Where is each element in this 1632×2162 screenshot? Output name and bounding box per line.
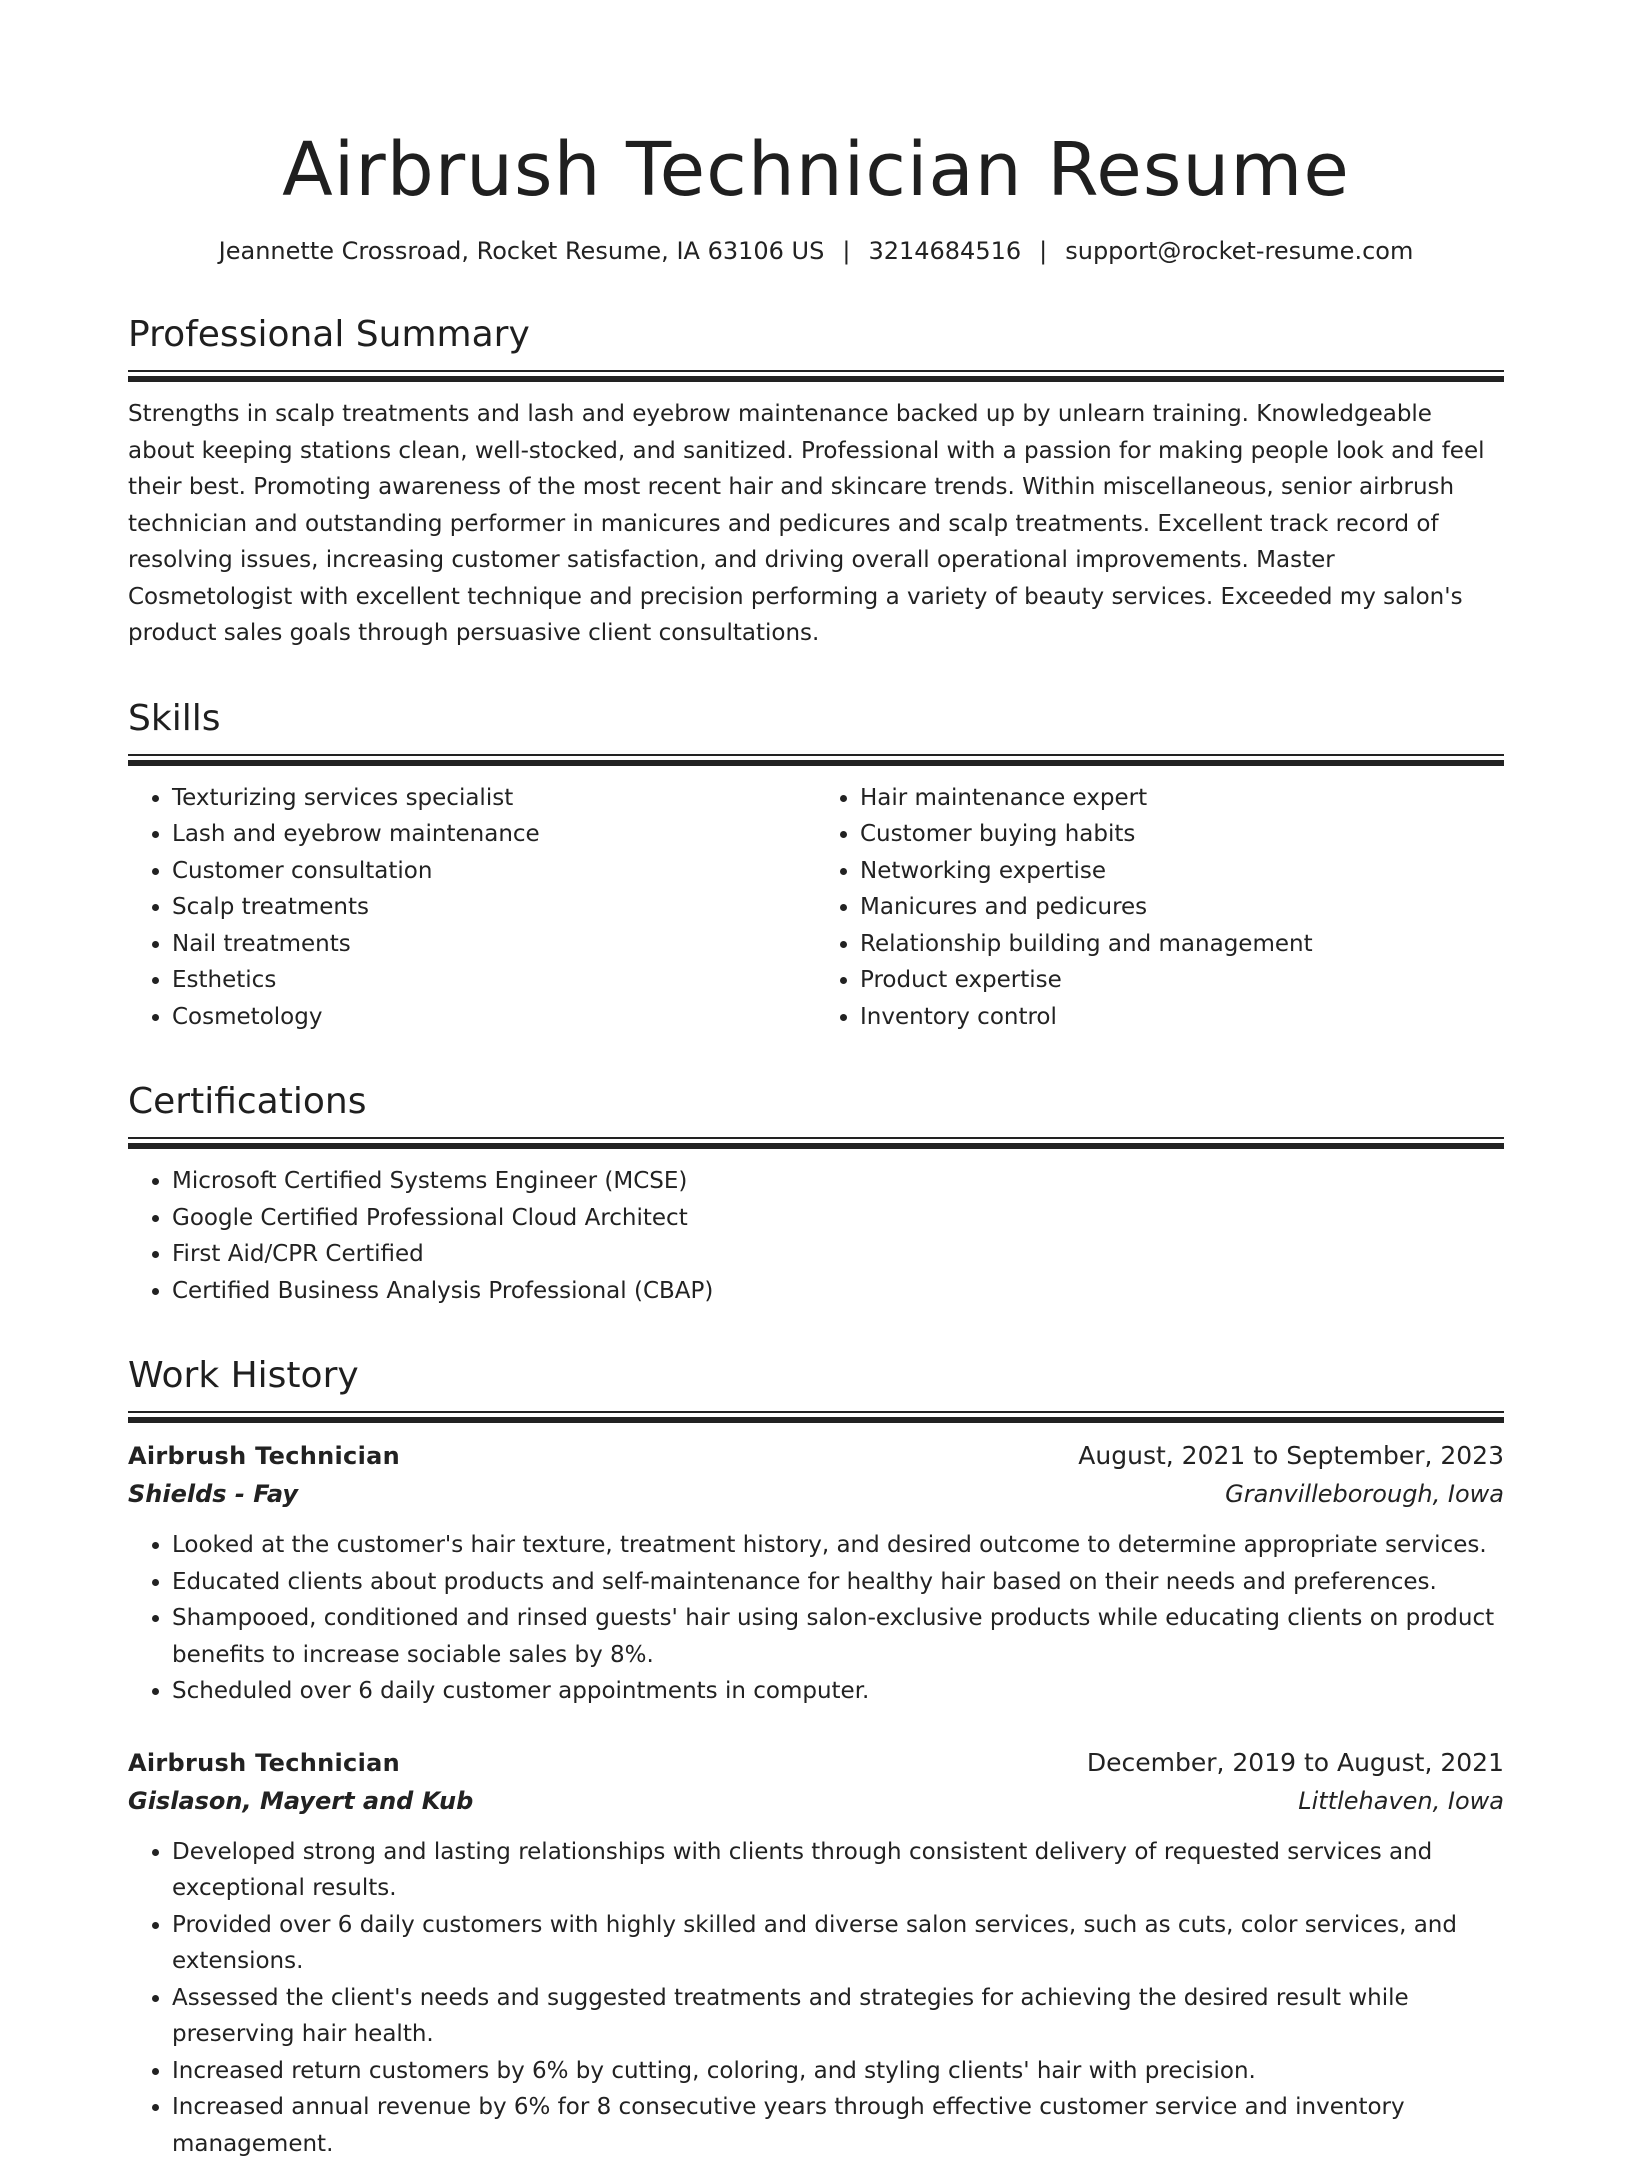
contact-line [128, 234, 1504, 268]
skill-item: • Customer buying habits [860, 816, 1504, 853]
job-duty-item: • Scheduled over 6 daily customer appointments in computer. [172, 1673, 1504, 1710]
resume-page [128, 0, 1504, 2162]
skill-item: • Inventory control [860, 999, 1504, 1036]
certification-item: • Google Certified Professional Cloud Architect [172, 1200, 1504, 1237]
skills-section [128, 696, 1504, 1036]
summary-paragraph: Strengths in scalp treatments and lash and eyebrow maintenance backed up by unlearn training. Knowledgeable about keeping stations clean, well-stocked, and sanitized. Professional with a passion for making people look and feel their best. Promoting awareness of the most recent hair and skincare trends. Within miscellaneous, senior airbrush technician and outstanding performer in manicures and pedicures and scalp treatments. Excellent track record of resolving issues, increasing customer satisfaction, and driving overall operational improvements. Master Cosmetologist with excellent technique and precision performing a variety of beauty services. Exceeded my salon's product sales goals through persuasive client consultations. [128, 396, 1504, 652]
section-heading: Skills [128, 696, 1504, 742]
work-history-section [128, 1353, 1504, 2162]
job-title: Airbrush Technician [128, 1437, 400, 1475]
job-duties-list [128, 1834, 1504, 2162]
section-divider [128, 1411, 1504, 1423]
job-location: Littlehaven, Iowa [1298, 1782, 1504, 1820]
section-heading: Certifications [128, 1079, 1504, 1125]
job-company: Gislason, Mayert and Kub [128, 1782, 473, 1820]
contact-address: Jeannette Crossroad, Rocket Resume, IA 63106 US [219, 237, 825, 265]
skill-item: • Esthetics [172, 962, 816, 999]
skills-list-right [816, 780, 1504, 1036]
skill-item: • Manicures and pedicures [860, 889, 1504, 926]
job-location: Granvilleborough, Iowa [1225, 1475, 1504, 1513]
job-duty-item: • Developed strong and lasting relationships with clients through consistent delivery of requested services and exceptional results. [172, 1834, 1504, 1907]
certification-item: • First Aid/CPR Certified [172, 1236, 1504, 1273]
skill-item: • Networking expertise [860, 853, 1504, 890]
certification-item: • Certified Business Analysis Professional (CBAP) [172, 1273, 1504, 1310]
section-heading: Work History [128, 1353, 1504, 1399]
skill-item: • Cosmetology [172, 999, 816, 1036]
job-duties-list [128, 1527, 1504, 1710]
job-duty-item: • Increased annual revenue by 6% for 8 consecutive years through effective customer service and inventory management. [172, 2089, 1504, 2162]
skills-columns [128, 780, 1504, 1036]
professional-summary-section [128, 312, 1504, 652]
job-duty-item: • Assessed the client's needs and suggested treatments and strategies for achieving the desired result while preserving hair health. [172, 1980, 1504, 2053]
skill-item: • Relationship building and management [860, 926, 1504, 963]
contact-email: support@rocket-resume.com [1065, 237, 1413, 265]
skill-item: • Texturizing services specialist [172, 780, 816, 817]
job-duty-item: • Educated clients about products and self-maintenance for healthy hair based on their needs and preferences. [172, 1564, 1504, 1601]
job-company: Shields - Fay [128, 1475, 298, 1513]
contact-phone: 3214684516 [868, 237, 1021, 265]
job-duty-item: • Looked at the customer's hair texture, treatment history, and desired outcome to determine appropriate services. [172, 1527, 1504, 1564]
section-divider [128, 754, 1504, 766]
certifications-section [128, 1079, 1504, 1309]
contact-separator: | [824, 234, 868, 268]
skill-item: • Scalp treatments [172, 889, 816, 926]
job-dates: December, 2019 to August, 2021 [1087, 1744, 1504, 1782]
job-entry [128, 1744, 1504, 2162]
job-entry [128, 1437, 1504, 1710]
certifications-list [128, 1163, 1504, 1309]
certification-item: • Microsoft Certified Systems Engineer (MCSE) [172, 1163, 1504, 1200]
skill-item: • Nail treatments [172, 926, 816, 963]
section-divider [128, 1137, 1504, 1149]
resume-title: Airbrush Technician Resume [128, 0, 1504, 216]
skill-item: • Lash and eyebrow maintenance [172, 816, 816, 853]
section-heading: Professional Summary [128, 312, 1504, 358]
job-duty-item: • Provided over 6 daily customers with highly skilled and diverse salon services, such as cuts, color services, and extensions. [172, 1907, 1504, 1980]
skills-list-left [128, 780, 816, 1036]
skill-item: • Product expertise [860, 962, 1504, 999]
skill-item: • Hair maintenance expert [860, 780, 1504, 817]
job-duty-item: • Increased return customers by 6% by cutting, coloring, and styling clients' hair with precision. [172, 2053, 1504, 2090]
job-duty-item: • Shampooed, conditioned and rinsed guests' hair using salon-exclusive products while educating clients on product benefits to increase sociable sales by 8%. [172, 1600, 1504, 1673]
skill-item: • Customer consultation [172, 853, 816, 890]
section-divider [128, 370, 1504, 382]
job-dates: August, 2021 to September, 2023 [1078, 1437, 1504, 1475]
job-title: Airbrush Technician [128, 1744, 400, 1782]
contact-separator: | [1021, 234, 1065, 268]
